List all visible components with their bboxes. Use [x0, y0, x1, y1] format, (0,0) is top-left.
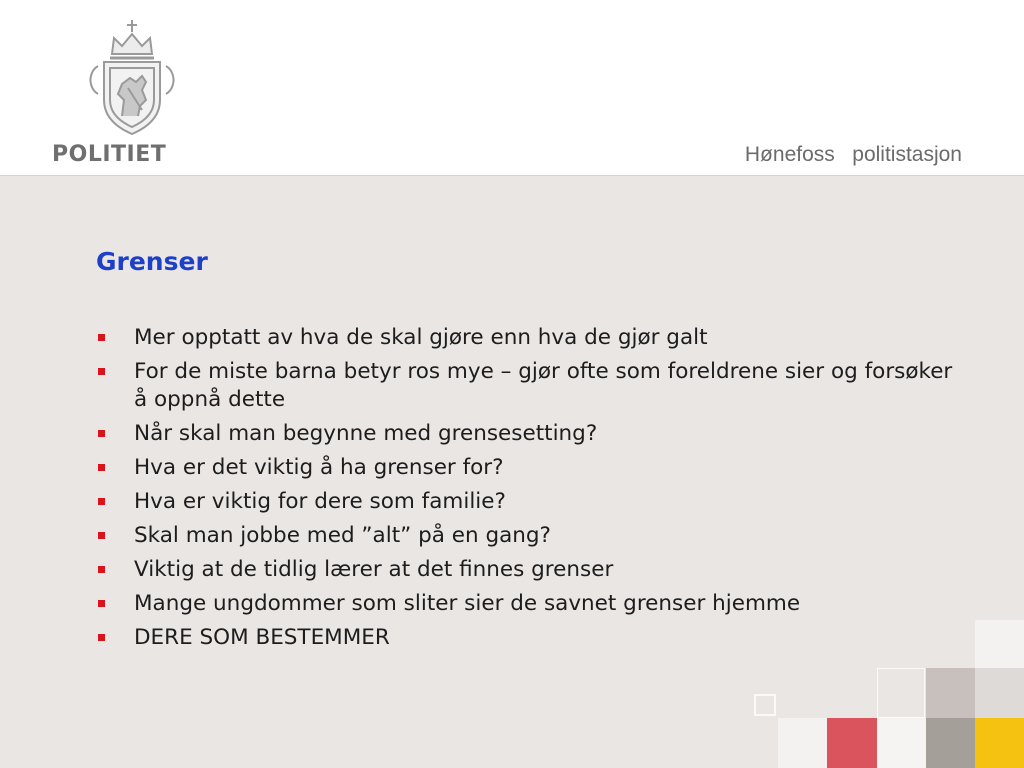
list-item: [96, 454, 956, 482]
bullet-text: DERE SOM BESTEMMER: [134, 625, 390, 650]
list-item: [96, 522, 956, 550]
list-item: [96, 624, 956, 652]
bullet-icon: [98, 464, 105, 471]
bullet-icon: [98, 566, 105, 573]
bullet-icon: [98, 600, 105, 607]
tile: [975, 718, 1024, 768]
bullet-icon: [98, 532, 105, 539]
list-item: [96, 324, 956, 352]
bullet-icon: [98, 634, 105, 641]
bullet-text: Hva er viktig for dere som familie?: [134, 489, 506, 514]
bullet-text: Mer opptatt av hva de skal gjøre enn hva de gjør galt: [134, 325, 708, 350]
bullet-icon: [98, 334, 105, 341]
bullet-icon: [98, 430, 105, 437]
header-bar: [0, 0, 1024, 176]
bullet-icon: [98, 368, 105, 375]
station-name: Hønefoss politistasjon: [744, 143, 962, 166]
bullet-text: Mange ungdommer som sliter sier de savnet grenser hjemme: [134, 591, 801, 616]
coat-of-arms-icon: [84, 18, 180, 140]
tile: [877, 718, 926, 768]
list-item: [96, 590, 956, 618]
tile: [926, 668, 975, 718]
bullet-icon: [98, 498, 105, 505]
list-item: [96, 358, 956, 414]
tile: [975, 668, 1024, 718]
logo-wordmark: POLITIET: [52, 142, 167, 167]
tile: [754, 694, 776, 716]
list-item: [96, 488, 956, 516]
bullet-text: Hva er det viktig å ha grenser for?: [134, 455, 504, 480]
tile: [877, 668, 925, 718]
list-item: [96, 420, 956, 448]
tile: [975, 620, 1024, 668]
list-item: [96, 556, 956, 584]
bullet-text: For de miste barna betyr ros mye – gjør ofte som foreldrene sier og forsøker å oppnå dette: [134, 359, 953, 412]
bullet-text: Viktig at de tidlig lærer at det finnes grenser: [134, 557, 614, 582]
tile: [926, 718, 975, 768]
tile: [778, 718, 827, 768]
politiet-logo: [52, 18, 208, 168]
bullet-text: Når skal man begynne med grensesetting?: [134, 421, 598, 446]
bullet-list: [96, 324, 956, 658]
slide-title: Grenser: [96, 247, 208, 276]
tile: [827, 718, 877, 768]
bullet-text: Skal man jobbe med ”alt” på en gang?: [134, 523, 551, 548]
